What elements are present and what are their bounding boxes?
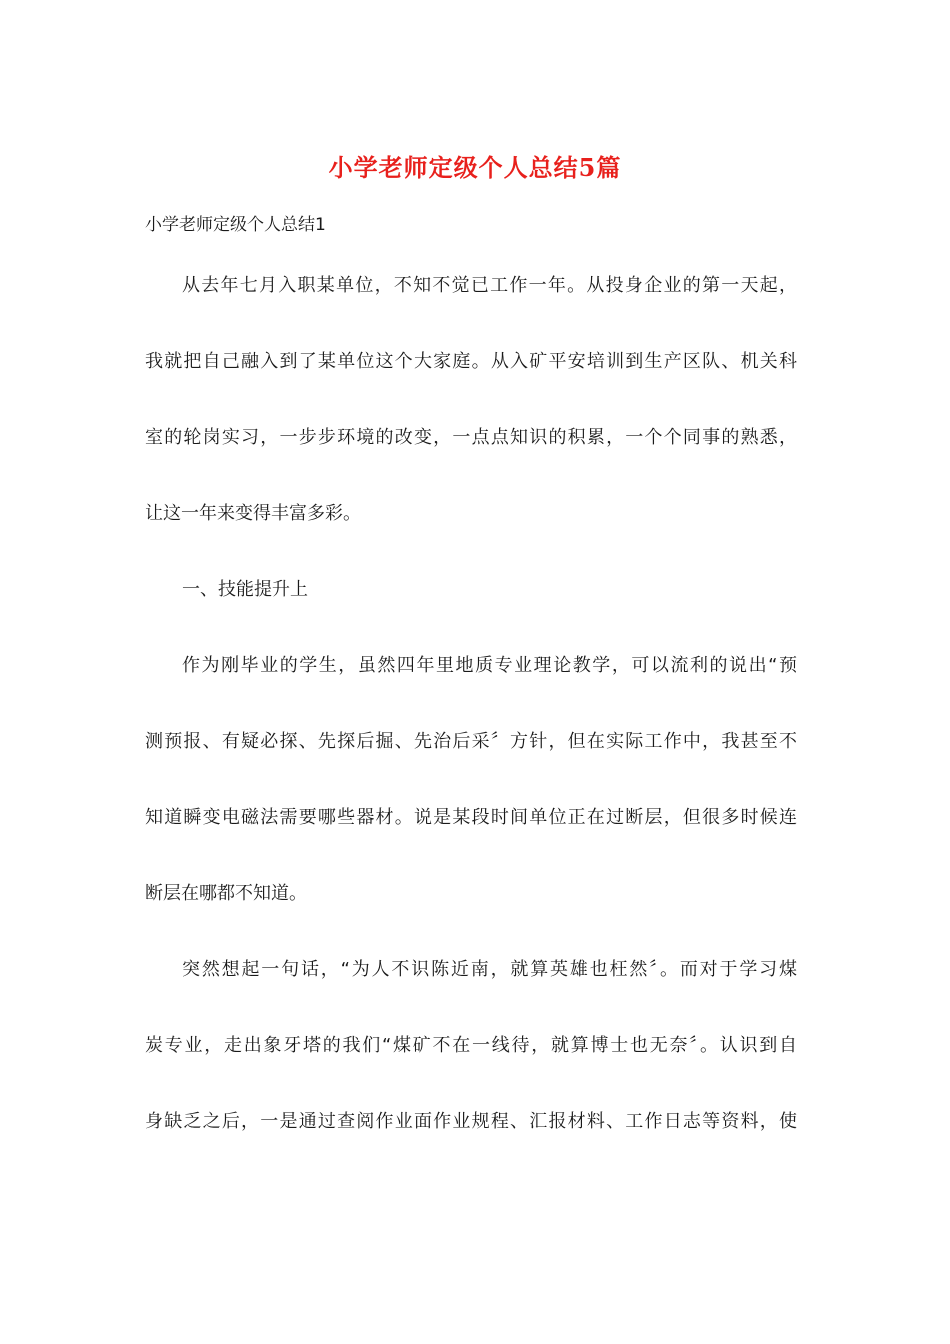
text-line: 我就把自己融入到了某单位这个大家庭。从入矿平安培训到生产区队、机关科 [145, 351, 797, 372]
text-line: 从去年七月入职某单位，不知不觉已工作一年。从投身企业的第一天起， [182, 275, 797, 296]
section-heading [145, 575, 797, 651]
text-line: 身缺乏之后，一是通过查阅作业面作业规程、汇报材料、工作日志等资料，使 [145, 1111, 797, 1132]
document-title: 小学老师定级个人总结5篇 [328, 153, 622, 182]
paragraph-skills [145, 651, 797, 955]
heading-line: 一、技能提升上 [182, 579, 308, 600]
text-line: 让这一年来变得丰富多彩。 [145, 503, 361, 524]
text-line: 断层在哪都不知道。 [145, 883, 307, 904]
text-line: 炭专业，走出象牙塔的我们“煤矿不在一线待，就算博士也无奈〞。认识到自 [145, 1035, 797, 1056]
text-line: 知道瞬变电磁法需要哪些器材。说是某段时间单位正在过断层，但很多时候连 [145, 807, 797, 828]
text-line: 测预报、有疑必探、先探后掘、先治后采〞方针，但在实际工作中，我甚至不 [145, 731, 797, 752]
paragraph-intro [145, 271, 797, 575]
section-subtitle: 小学老师定级个人总结1 [145, 215, 326, 235]
text-line: 作为刚毕业的学生，虽然四年里地质专业理论教学，可以流利的说出“预 [182, 655, 797, 676]
text-line: 突然想起一句话，“为人不识陈近南，就算英雄也枉然〞。而对于学习煤 [182, 959, 797, 980]
text-line: 室的轮岗实习，一步步环境的改变，一点点知识的积累，一个个同事的熟悉， [145, 427, 797, 448]
document-body [145, 271, 797, 1183]
paragraph-realization [145, 955, 797, 1183]
